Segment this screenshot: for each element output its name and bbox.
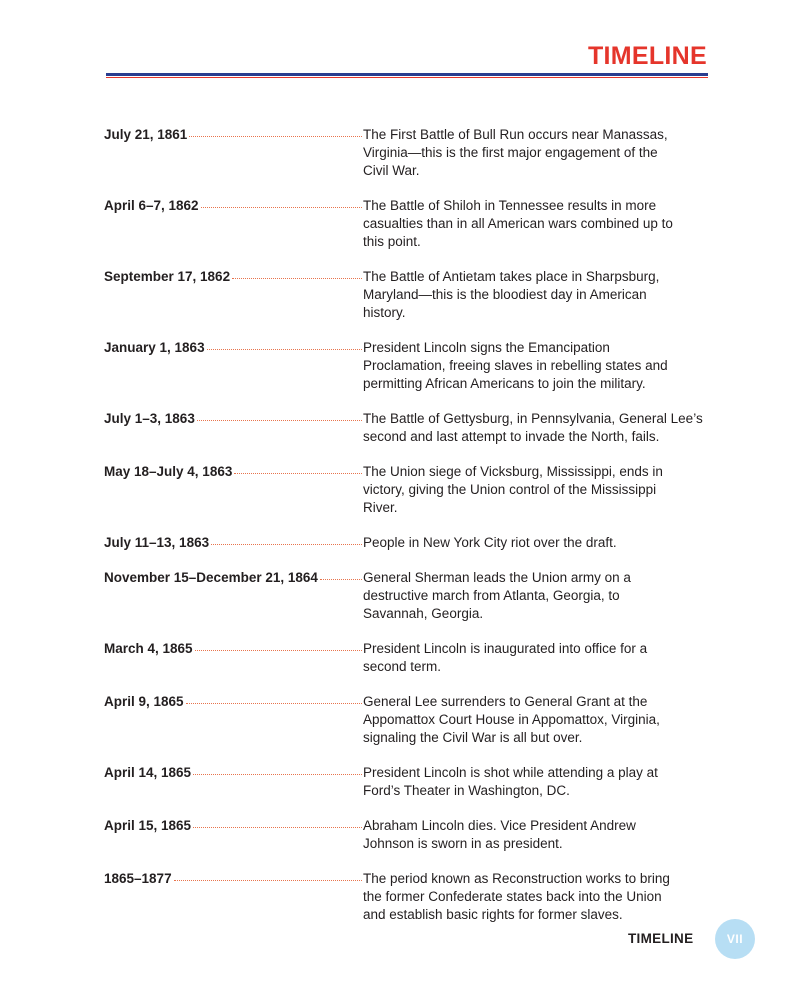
page-header-title: TIMELINE: [587, 42, 707, 70]
timeline-entry: [104, 640, 708, 676]
timeline-description-line: and establish basic rights for former slaves.: [363, 907, 623, 922]
timeline-entry: [104, 693, 708, 747]
timeline-description-line: victory, giving the Union control of the Mississippi: [363, 482, 657, 497]
timeline-date-cell: [104, 126, 362, 144]
timeline-entry: [104, 569, 708, 623]
timeline-entry: [104, 268, 708, 322]
timeline-date-cell: [104, 339, 362, 357]
timeline-description-line: casualties than in all American wars combined up to: [363, 216, 673, 231]
timeline-date: July 21, 1861: [104, 127, 188, 142]
timeline-description: [362, 764, 708, 800]
timeline-entry: [104, 410, 708, 446]
timeline-description: [362, 268, 708, 322]
timeline-description-line: Virginia—this is the first major engagement of the: [363, 145, 658, 160]
timeline-description-line: signaling the Civil War is all but over.: [363, 730, 583, 745]
timeline-description: [362, 197, 708, 251]
timeline-entry: [104, 339, 708, 393]
dotted-leader: [197, 420, 362, 421]
timeline-date: April 6–7, 1862: [104, 198, 199, 213]
timeline-description: [362, 534, 708, 552]
timeline-date: April 14, 1865: [104, 765, 192, 780]
timeline-description-line: The First Battle of Bull Run occurs near Manassas,: [363, 127, 668, 142]
timeline-description-line: destructive march from Atlanta, Georgia, to: [363, 588, 620, 603]
timeline-description-line: The Battle of Shiloh in Tennessee results in more: [363, 198, 657, 213]
timeline-description-line: The Battle of Antietam takes place in Sharpsburg,: [363, 269, 660, 284]
timeline-entry: [104, 126, 708, 180]
timeline-description: [362, 870, 708, 924]
timeline-description-line: second term.: [363, 659, 442, 674]
dotted-leader: [193, 774, 362, 775]
timeline-description-line: River.: [363, 500, 398, 515]
timeline-date-cell: [104, 764, 362, 782]
timeline-description-line: President Lincoln is shot while attending a play at: [363, 765, 658, 780]
timeline-description: [362, 339, 708, 393]
header-rule: [106, 73, 708, 76]
timeline-entry: [104, 197, 708, 251]
dotted-leader: [186, 703, 362, 704]
timeline-description: [362, 817, 708, 853]
timeline-date: January 1, 1863: [104, 340, 205, 355]
timeline-date: May 18–July 4, 1863: [104, 464, 233, 479]
timeline-description-line: Ford’s Theater in Washington, DC.: [363, 783, 570, 798]
timeline-description-line: The Battle of Gettysburg, in Pennsylvania, General Lee’s: [363, 411, 703, 426]
timeline-date: March 4, 1865: [104, 641, 193, 656]
timeline-entry: [104, 870, 708, 924]
page-number-badge: VII: [715, 919, 755, 959]
timeline-date: April 9, 1865: [104, 694, 184, 709]
timeline-description-line: People in New York City riot over the draft.: [363, 535, 617, 550]
timeline-description-line: Civil War.: [363, 163, 420, 178]
timeline-description-line: Maryland—this is the bloodiest day in American: [363, 287, 647, 302]
timeline-date-cell: [104, 693, 362, 711]
dotted-leader: [195, 650, 362, 651]
timeline-entry: [104, 764, 708, 800]
timeline-description-line: second and last attempt to invade the North, fails.: [363, 429, 660, 444]
timeline-date: July 11–13, 1863: [104, 535, 210, 550]
timeline-entry: [104, 534, 708, 552]
header-rule-accent: [106, 77, 708, 78]
timeline-description: [362, 693, 708, 747]
timeline-description-line: Savannah, Georgia.: [363, 606, 484, 621]
dotted-leader: [174, 880, 362, 881]
timeline-description-line: Proclamation, freeing slaves in rebelling states and: [363, 358, 668, 373]
timeline-description-line: Abraham Lincoln dies. Vice President Andrew: [363, 818, 636, 833]
timeline-description-line: permitting African Americans to join the military.: [363, 376, 646, 391]
timeline-description: [362, 569, 708, 623]
timeline-description: [362, 640, 708, 676]
timeline-entry: [104, 463, 708, 517]
timeline-description: [362, 463, 708, 517]
timeline-date-cell: [104, 817, 362, 835]
footer-section-title: TIMELINE: [628, 931, 694, 946]
timeline-date-cell: [104, 569, 362, 587]
dotted-leader: [193, 827, 362, 828]
timeline-description-line: General Sherman leads the Union army on a: [363, 570, 631, 585]
dotted-leader: [189, 136, 362, 137]
timeline-date: November 15–December 21, 1864: [104, 570, 318, 585]
timeline-date: April 15, 1865: [104, 818, 192, 833]
timeline-description-line: The period known as Reconstruction works to bring: [363, 871, 670, 886]
timeline-description: [362, 126, 708, 180]
timeline-date-cell: [104, 463, 362, 481]
timeline-date-cell: [104, 534, 362, 552]
timeline-date-cell: [104, 870, 362, 888]
timeline-entry: [104, 817, 708, 853]
timeline-description-line: this point.: [363, 234, 421, 249]
timeline-description: [362, 410, 708, 446]
timeline-description-line: Appomattox Court House in Appomattox, Virginia,: [363, 712, 660, 727]
dotted-leader: [234, 473, 362, 474]
dotted-leader: [211, 544, 362, 545]
timeline-description-line: The Union siege of Vicksburg, Mississippi, ends in: [363, 464, 663, 479]
dotted-leader: [320, 579, 362, 580]
timeline-date: September 17, 1862: [104, 269, 231, 284]
timeline-description-line: Johnson is sworn in as president.: [363, 836, 563, 851]
timeline-description-line: President Lincoln is inaugurated into office for a: [363, 641, 648, 656]
timeline-description-line: General Lee surrenders to General Grant at the: [363, 694, 648, 709]
timeline-date-cell: [104, 197, 362, 215]
timeline-description-line: history.: [363, 305, 406, 320]
timeline-date-cell: [104, 640, 362, 658]
timeline-list: [104, 109, 708, 924]
dotted-leader: [207, 349, 362, 350]
timeline-description-line: President Lincoln signs the Emancipation: [363, 340, 610, 355]
timeline-date: 1865–1877: [104, 871, 172, 886]
timeline-date-cell: [104, 268, 362, 286]
dotted-leader: [201, 207, 362, 208]
timeline-date-cell: [104, 410, 362, 428]
dotted-leader: [232, 278, 362, 279]
timeline-date: July 1–3, 1863: [104, 411, 195, 426]
timeline-description-line: the former Confederate states back into the Union: [363, 889, 662, 904]
